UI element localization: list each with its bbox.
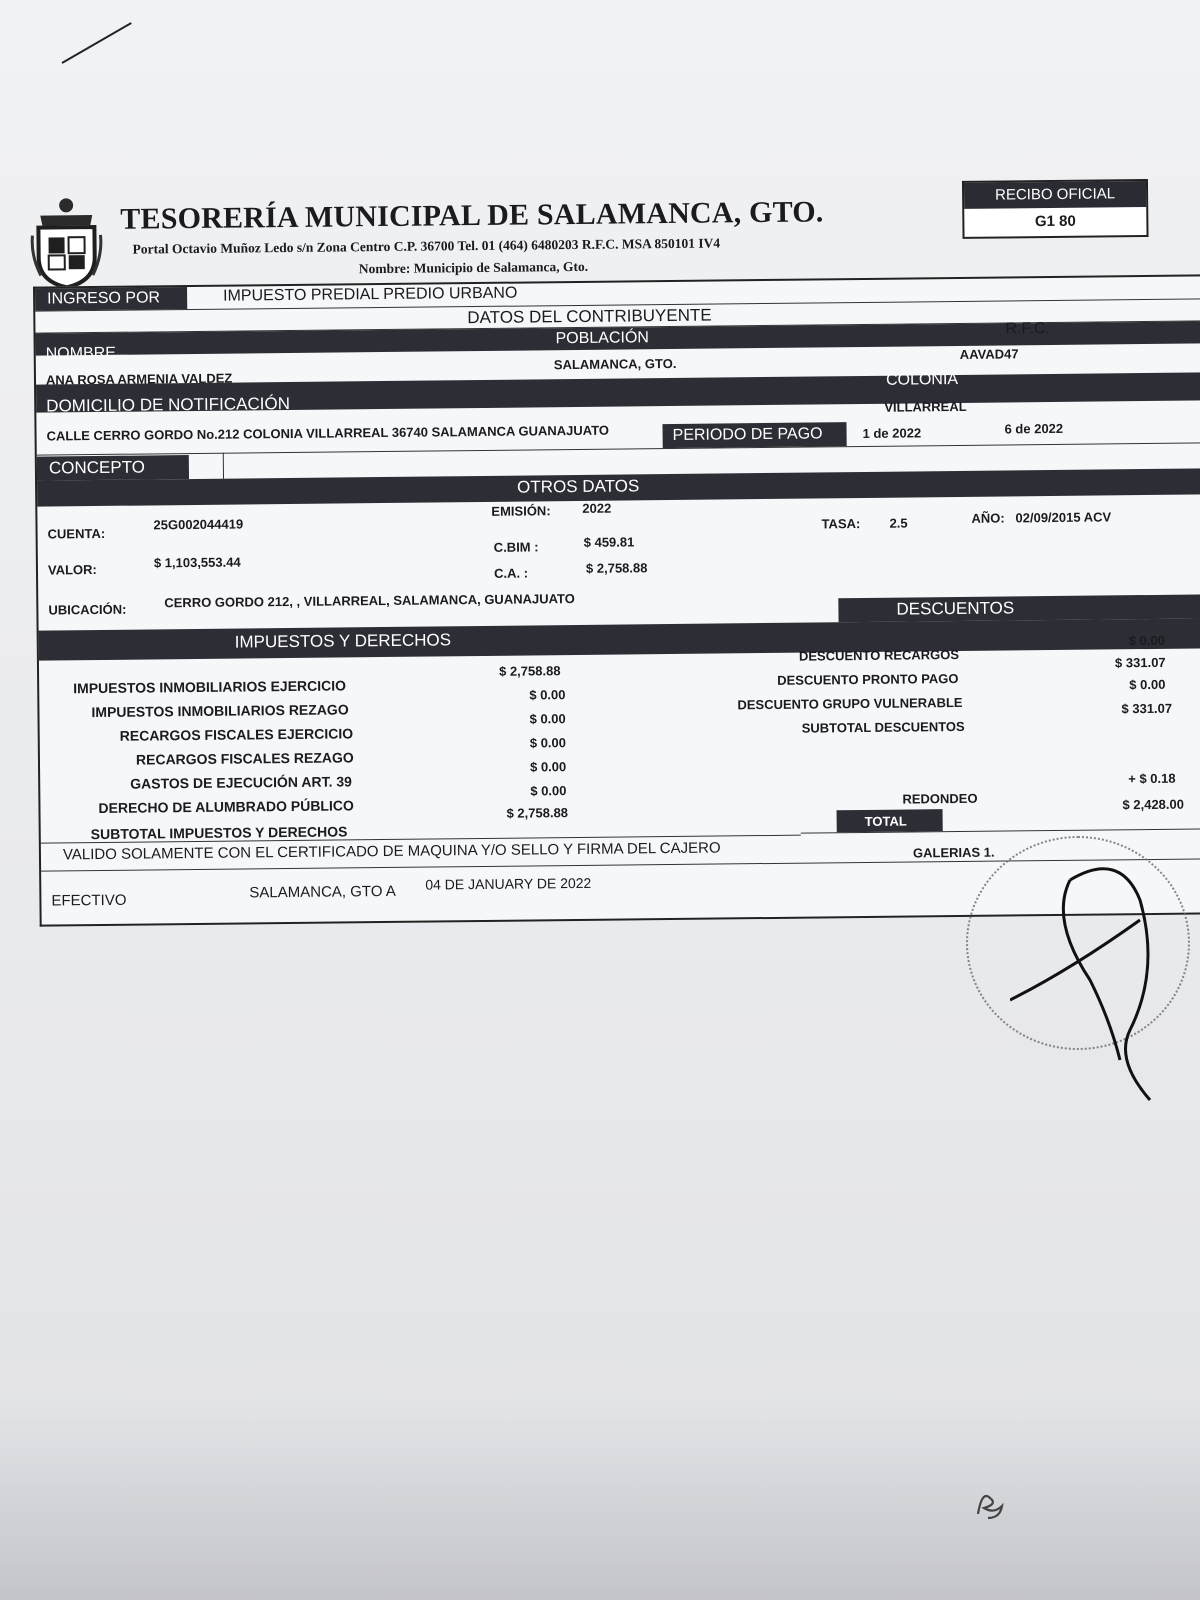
descuento-row-label: DESCUENTO RECARGOS [798,646,960,664]
recibo-label: RECIBO OFICIAL [964,181,1146,209]
emision-label: EMISIÓN: [491,503,551,519]
descuento-row-label: DESCUENTO GRUPO VULNERABLE [737,694,963,713]
valor-label: VALOR: [47,562,97,578]
poblacion-label: POBLACIÓN [555,329,650,348]
periodo-to: 6 de 2022 [1004,420,1064,437]
lugar: SALAMANCA, GTO A [249,882,396,902]
coat-of-arms-icon [30,195,103,290]
validez-note: VALIDO SOLAMENTE CON EL CERTIFICADO DE MAQUINA Y/O SELLO Y FIRMA DEL CAJERO [62,839,721,864]
recibo-box [962,179,1149,239]
impuesto-row-amount: $ 0.00 [529,687,566,703]
domicilio-value: CALLE CERRO GORDO No.212 COLONIA VILLARREAL 36740 SALAMANCA GUANAJUATO [46,422,610,444]
impuestos-bar [39,618,1200,660]
descuento-row-amount: $ 0.00 [1128,632,1166,649]
forma-pago: EFECTIVO [51,891,127,910]
cbim-value: $ 459.81 [583,534,635,550]
descuento-row-amount: $ 0.00 [1129,676,1166,693]
redondeo-value: + $ 0.18 [1128,770,1176,787]
total-label: TOTAL [864,813,907,829]
impuesto-row-label: RECARGOS FISCALES REZAGO [135,749,354,768]
impuestos-title: IMPUESTOS Y DERECHOS [234,630,452,652]
impuesto-row-amount: $ 0.00 [529,735,567,751]
descuento-subtotal-label: SUBTOTAL DESCUENTOS [801,718,965,736]
concepto-label: CONCEPTO [37,455,189,481]
otros-datos-title: OTROS DATOS [517,476,640,497]
cuenta-label: CUENTA: [47,525,106,542]
redondeo-label: REDONDEO [902,790,978,807]
contribuyente-title: DATOS DEL CONTRIBUYENTE [467,305,712,328]
descuento-subtotal-amount: $ 331.07 [1121,700,1173,717]
recibo-value: G1 80 [1034,212,1076,231]
colonia-value: VILLARREAL [884,398,967,415]
poblacion-value: SALAMANCA, GTO. [553,355,677,373]
ca-value: $ 2,758.88 [585,560,648,576]
descuento-row-label: DESCUENTO PRONTO PAGO [777,671,959,688]
fecha: 04 DE JANUARY DE 2022 [425,874,592,893]
colonia-label: COLONIA [885,370,959,389]
impuesto-row-label: GASTOS DE EJECUCIÓN ART. 39 [130,773,353,792]
impuesto-row-label: IMPUESTOS INMOBILIARIOS EJERCICIO [73,677,347,697]
nombre-value: ANA ROSA ARMENIA VALDEZ [45,370,233,388]
impuesto-row-amount: $ 2,758.88 [498,663,561,679]
handwritten-signature [1010,860,1200,1110]
tasa-value: 2.5 [889,515,908,531]
impuesto-row-label: DERECHO DE ALUMBRADO PÚBLICO [98,797,354,817]
pencil-scribble [970,1484,1010,1524]
impuesto-row-amount: $ 0.00 [529,711,566,727]
impuesto-row-label: RECARGOS FISCALES EJERCICIO [119,725,354,744]
receipt-table [33,274,1200,926]
address-line: Portal Octavio Muñoz Ledo s/n Zona Centro C.P. 36700 Tel. 01 (464) 6480203 R.F.C. MSA 850101 IV4 [132,235,721,257]
impuesto-row-amount: $ 0.00 [529,759,567,775]
impuesto-subtotal-amount: $ 2,758.88 [506,805,569,821]
domicilio-label: DOMICILIO DE NOTIFICACIÓN [46,393,291,416]
nombre-label: NOMBRE [45,344,117,363]
cbim-label: C.BIM : [493,539,539,555]
cuenta-value: 25G002044419 [153,516,244,533]
ubicacion-label: UBICACIÓN: [48,601,127,618]
descuento-row-amount: $ 331.07 [1114,654,1166,671]
periodo-label: PERIODO DE PAGO [662,422,846,448]
rfc-value: AAVAD47 [959,346,1019,362]
total-value: $ 2,428.00 [1122,796,1185,813]
impuesto-subtotal-label: SUBTOTAL IMPUESTOS Y DERECHOS [90,823,348,843]
impuesto-row-label: IMPUESTOS INMOBILIARIOS REZAGO [91,701,349,721]
anio-value: 02/09/2015 ACV [1015,509,1112,526]
nombre-line: Nombre: Municipio de Salamanca, Gto. [358,258,589,277]
shadow-area [0,1400,1200,1600]
emision-value: 2022 [582,500,612,516]
descuentos-title: DESCUENTOS [896,598,1015,619]
impuesto-row-amount: $ 0.00 [530,783,567,799]
tasa-label: TASA: [821,516,861,532]
rfc-label: R.F.C. [1005,320,1051,338]
ca-label: C.A. : [493,565,529,581]
ubicacion-value: CERRO GORDO 212, , VILLARREAL, SALAMANCA, GUANAJUATO [164,591,575,611]
ingreso-label: INGRESO POR [35,287,187,311]
page-title: TESORERÍA MUNICIPAL DE SALAMANCA, GTO. [120,195,824,236]
valor-value: $ 1,103,553.44 [153,554,241,571]
galerias-label: GALERIAS 1. [912,844,995,861]
anio-label: AÑO: [971,510,1005,526]
periodo-from: 1 de 2022 [862,425,922,441]
ingreso-value: IMPUESTO PREDIAL PREDIO URBANO [223,284,518,305]
